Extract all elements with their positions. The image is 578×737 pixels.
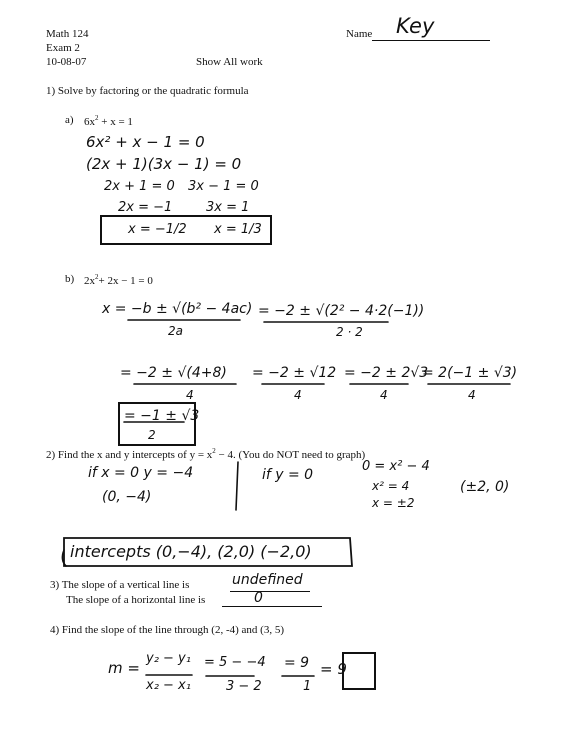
q2-answer-outline bbox=[64, 538, 352, 566]
q2-work-eq: 0 = x² − 4 bbox=[362, 459, 430, 474]
q2-divider-line bbox=[236, 462, 238, 510]
q1a-equation: $6x^2 + x = 1$ bbox=[84, 114, 133, 128]
q4-answer-eq: = 9 bbox=[320, 660, 347, 678]
date-label: 10-08-07 bbox=[46, 56, 87, 68]
instruction-label: Show All work bbox=[196, 56, 263, 68]
q1b-formula-numerator: x = −b ± √(b² − 4ac) bbox=[102, 301, 253, 317]
q2-work-y0: if y = 0 bbox=[262, 467, 314, 483]
q3-line2: The slope of a horizontal line is bbox=[66, 594, 206, 606]
q1a-work-step2: (2x + 1)(3x − 1) = 0 bbox=[86, 155, 242, 173]
q1b-subst-numerator: = −2 ± √(2² − 4·2(−1)) bbox=[258, 303, 425, 319]
q4-simplify-numerator: = 9 bbox=[284, 655, 310, 671]
q1-prompt: 1) Solve by factoring or the quadratic formula bbox=[46, 85, 249, 97]
q1b-equation: $2x^2+ 2x - 1 = 0$ bbox=[84, 273, 153, 287]
q1b-subst-denominator: 2 · 2 bbox=[336, 325, 363, 339]
course-label: Math 124 bbox=[46, 28, 89, 40]
q1a-work-step3-left: 2x + 1 = 0 bbox=[104, 179, 175, 194]
q2-work-x-pm: x = ±2 bbox=[372, 496, 415, 510]
q1b-answer-denominator: 2 bbox=[148, 428, 156, 442]
name-value: Key bbox=[396, 14, 435, 38]
q1a-work-step4-left: 2x = −1 bbox=[118, 200, 173, 215]
q1b-step1-denominator: 4 bbox=[186, 388, 194, 402]
q1b-step2-numerator: = −2 ± √12 bbox=[252, 365, 337, 381]
q3-answer1: undefined bbox=[232, 572, 303, 588]
q1b-step3-denominator: 4 bbox=[380, 388, 388, 402]
q1b-step4-numerator: = 2(−1 ± √3) bbox=[422, 365, 518, 381]
q1a-answer-1: x = −1/2 bbox=[128, 222, 187, 237]
q1a-work-step3-right: 3x − 1 = 0 bbox=[188, 179, 259, 194]
q1b-step3-numerator: = −2 ± 2√3 bbox=[344, 365, 429, 381]
q1a-answer-2: x = 1/3 bbox=[214, 222, 262, 237]
q4-subst-denominator: 3 − 2 bbox=[226, 679, 262, 694]
q4-simplify-denominator: 1 bbox=[303, 679, 312, 694]
q2-work-y-intercept: (0, −4) bbox=[102, 489, 152, 505]
q4-prompt: 4) Find the slope of the line through (2, -4) and (3, 5) bbox=[50, 624, 285, 636]
q1a-work-step4-right: 3x = 1 bbox=[206, 200, 250, 215]
q3-line1: 3) The slope of a vertical line is bbox=[50, 579, 190, 591]
q4-subst-numerator: = 5 − −4 bbox=[204, 655, 266, 670]
q4-m-label: m = bbox=[108, 659, 140, 677]
q2-work-x0: if x = 0 y = −4 bbox=[88, 465, 194, 481]
q2-answer: intercepts (0,−4), (2,0) (−2,0) bbox=[70, 542, 312, 561]
q1b-step4-denominator: 4 bbox=[468, 388, 476, 402]
q1b-label: b) bbox=[65, 273, 75, 285]
q1a-work-step1: 6x² + x − 1 = 0 bbox=[86, 133, 205, 151]
q2-work-x-intercepts: (±2, 0) bbox=[460, 479, 510, 495]
q2-prompt: 2) Find the x and y intercepts of $y = x^2 - 4$. (You do NOT need to graph) bbox=[46, 447, 366, 461]
q4-formula-numerator: y₂ − y₁ bbox=[146, 651, 191, 666]
q1b-answer-numerator: = −1 ± √3 bbox=[124, 408, 200, 424]
q1b-step2-denominator: 4 bbox=[294, 388, 302, 402]
q1b-formula-denominator: 2a bbox=[168, 324, 183, 338]
name-label: Name bbox=[346, 28, 373, 40]
q1a-label: a) bbox=[65, 114, 74, 126]
exam-label: Exam 2 bbox=[46, 42, 80, 54]
q4-formula-denominator: x₂ − x₁ bbox=[146, 678, 191, 693]
q3-answer2: 0 bbox=[254, 590, 263, 606]
q1b-step1-numerator: = −2 ± √(4+8) bbox=[120, 365, 227, 381]
q2-work-x2: x² = 4 bbox=[372, 479, 410, 493]
